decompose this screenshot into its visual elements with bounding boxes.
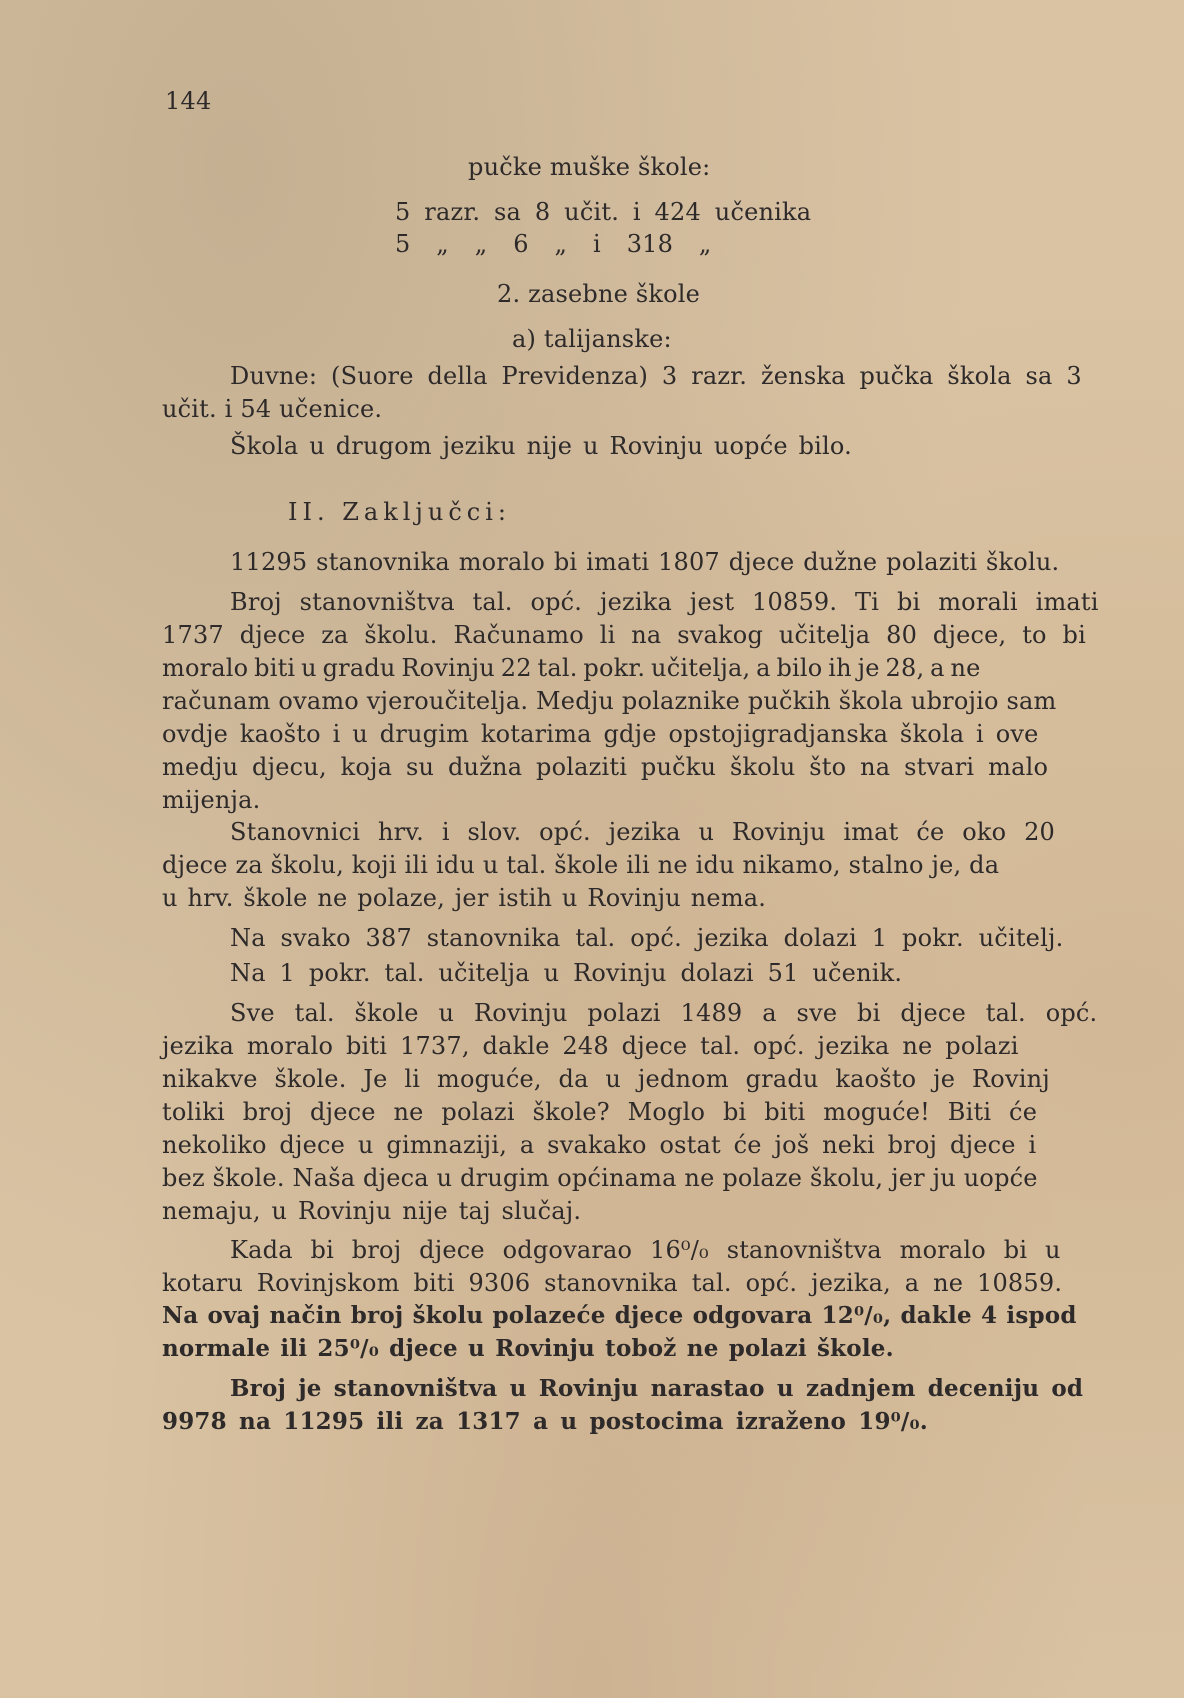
paragraph-line: normale ili 25⁰/₀ djece u Rovinju tobož ne polazi škole. — [162, 1335, 894, 1362]
paragraph-line: Na svako 387 stanovnika tal. opć. jezika dolazi 1 pokr. učitelj. — [230, 924, 1064, 952]
paragraph-line: moralo biti u gradu Rovinju 22 tal. pokr. učitelja, a bilo ih je 28, a ne — [162, 654, 981, 682]
paragraph-line: Kada bi broj djece odgovarao 16⁰/₀ stanovništva moralo bi u — [230, 1236, 1061, 1264]
school-row: 5 razr. sa 8 učit. i 424 učenika — [395, 198, 812, 226]
schools-heading: pučke muške škole: — [468, 153, 711, 181]
subsection-heading: a) talijanske: — [512, 325, 672, 353]
paragraph-line: Broj je stanovništva u Rovinju narastao u zadnjem deceniju od — [230, 1375, 1084, 1402]
paragraph-line: računam ovamo vjeroučitelja. Medju polaznike pučkih škola ubrojio sam — [162, 687, 1057, 715]
text-line — [230, 361, 1082, 391]
paragraph-line: Na 1 pokr. tal. učitelja u Rovinju dolazi 51 učenik. — [230, 959, 903, 987]
paragraph-line: 11295 stanovnika moralo bi imati 1807 djece dužne polaziti školu. — [230, 548, 1060, 576]
text-line-content: Duvne: (Suore della Previdenza) 3 razr. ženska pučka škola sa 3 — [230, 362, 1082, 390]
paragraph-line: bez škole. Naša djeca u drugim općinama ne polaze školu, jer ju uopće — [162, 1164, 1038, 1192]
paragraph-line: Stanovnici hrv. i slov. opć. jezika u Rovinju imat će oko 20 — [230, 818, 1056, 846]
paragraph-line: toliki broj djece ne polazi škole? Moglo bi biti moguće! Biti će — [162, 1098, 1038, 1126]
paragraph-line: Na ovaj način broj školu polazeće djece odgovara 12⁰/₀, dakle 4 ispod — [162, 1302, 1077, 1329]
paragraph-line: mijenja. — [162, 786, 261, 814]
section-heading: 2. zasebne škole — [497, 280, 701, 308]
paragraph-line: medju djecu, koja su dužna polaziti pučku školu što na stvari malo — [162, 753, 1049, 781]
paragraph-line: nekoliko djece u gimnaziji, a svakako ostat će još neki broj djece i — [162, 1131, 1037, 1159]
paragraph-line: u hrv. škole ne polaze, jer istih u Rovinju nema. — [162, 884, 767, 912]
paragraph-line: 9978 na 11295 ili za 1317 a u postocima izraženo 19⁰/₀. — [162, 1408, 928, 1435]
conclusions-heading: II. Zaključci: — [288, 498, 511, 526]
paragraph-line: Sve tal. škole u Rovinju polazi 1489 a sve bi djece tal. opć. — [230, 999, 1098, 1027]
school-row: 5 „ „ 6 „ i 318 „ — [395, 230, 712, 258]
paragraph-line: nemaju, u Rovinju nije taj slučaj. — [162, 1197, 582, 1225]
page-number: 144 — [165, 87, 212, 115]
paragraph-line: 1737 djece za školu. Računamo li na svakog učitelja 80 djece, to bi — [162, 621, 1086, 649]
text-line: učit. i 54 učenice. — [162, 395, 383, 423]
paragraph-line: ovdje kaošto i u drugim kotarima gdje opstojigradjanska škola i ove — [162, 720, 1039, 748]
paragraph-line: Broj stanovništva tal. opć. jezika jest 10859. Ti bi morali imati — [230, 588, 1099, 616]
paragraph-line: djece za školu, koji ili idu u tal. škole ili ne idu nikamo, stalno je, da — [162, 851, 1000, 879]
text-line: Škola u drugom jeziku nije u Rovinju uopće bilo. — [230, 432, 852, 460]
paragraph-line: jezika moralo biti 1737, dakle 248 djece tal. opć. jezika ne polazi — [162, 1032, 1019, 1060]
paragraph-line: kotaru Rovinjskom biti 9306 stanovnika tal. opć. jezika, a ne 10859. — [162, 1269, 1063, 1297]
paragraph-line: nikakve škole. Je li moguće, da u jednom gradu kaošto je Rovinj — [162, 1065, 1050, 1093]
